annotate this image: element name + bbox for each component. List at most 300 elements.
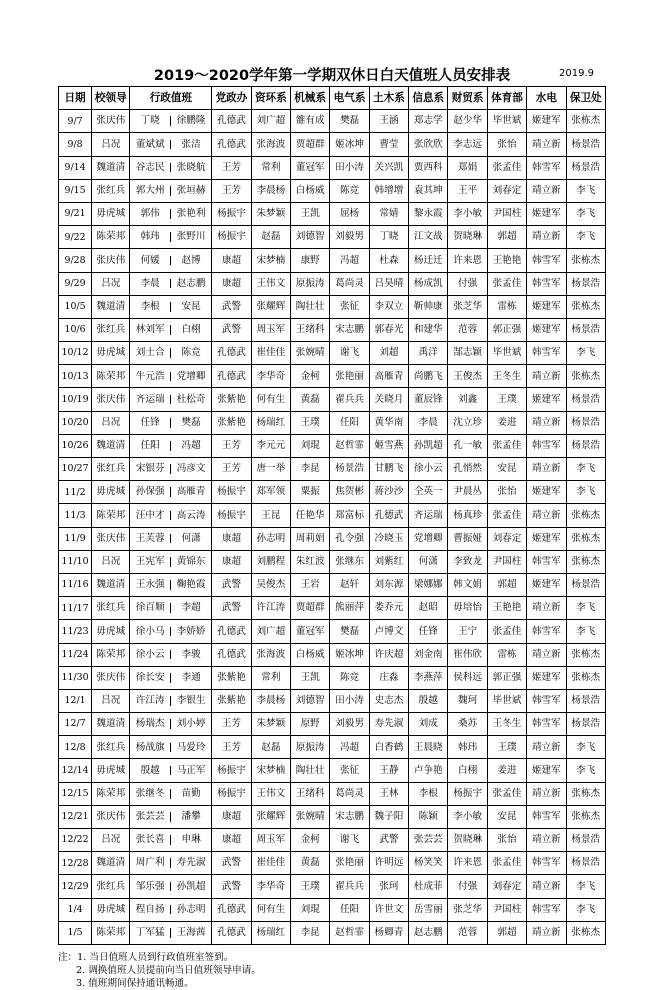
duty-cell: 白香鹤 (369, 736, 408, 759)
column-header: 资环系 (251, 87, 290, 110)
leader-cell: 魏道清 (92, 713, 130, 736)
duty-cell: 毕世斌 (487, 689, 526, 712)
duty-cell: 姬建军 (527, 666, 566, 689)
duty-cell: 雷栋 (487, 643, 526, 666)
duty-cell: 韩文娟 (448, 573, 487, 596)
admin-duty-name: 寿先淑 (176, 857, 206, 869)
duty-cell: 赵哲霏 (330, 434, 369, 457)
admin-duty-cell (130, 921, 212, 944)
table-row (59, 226, 606, 249)
duty-cell: 白栩 (448, 759, 487, 782)
duty-cell: 张紫艳 (212, 388, 251, 411)
admin-duty-name: 孙保强 (130, 487, 170, 497)
duty-cell: 杨景浩 (566, 156, 605, 179)
admin-duty-name: 冯超 (181, 440, 201, 452)
admin-duty-cell (130, 573, 212, 596)
date-cell: 11/16 (59, 573, 92, 596)
duty-cell: 曹莹 (369, 133, 408, 156)
duty-cell: 安昆 (487, 458, 526, 481)
duty-cell: 郭正强 (487, 666, 526, 689)
duty-cell: 孔德武 (212, 133, 251, 156)
duty-cell: 康超 (212, 527, 251, 550)
duty-cell: 杨景浩 (566, 434, 605, 457)
leader-cell: 张红兵 (92, 318, 130, 341)
admin-duty-name: 宋银芬 (130, 464, 170, 474)
duty-cell: 李飞 (566, 342, 605, 365)
duty-cell: 宋志鹏 (330, 805, 369, 828)
column-header: 党政办 (212, 87, 251, 110)
admin-duty-name: 徐小云 (130, 650, 170, 660)
duty-cell: 崔佳佳 (251, 342, 290, 365)
duty-cell: 韩雪军 (527, 272, 566, 295)
date-cell: 10/5 (59, 295, 92, 318)
duty-cell: 张孟佳 (487, 156, 526, 179)
duty-cell: 陈竞 (330, 666, 369, 689)
duty-cell: 郭超 (487, 226, 526, 249)
duty-cell: 金柯 (291, 365, 330, 388)
date-cell: 9/15 (59, 179, 92, 202)
duty-cell: 姬建军 (527, 527, 566, 550)
admin-duty-name: 王芙蓉 (130, 534, 170, 544)
admin-duty-cell (130, 597, 212, 620)
leader-cell: 张红兵 (92, 597, 130, 620)
duty-cell: 党增卿 (409, 527, 448, 550)
duty-cell: 韩雪军 (527, 620, 566, 643)
admin-duty-name: 孙志明 (176, 903, 206, 915)
duty-cell: 张孟佳 (487, 852, 526, 875)
leader-cell: 张红兵 (92, 179, 130, 202)
duty-cell: 韩雪军 (527, 342, 566, 365)
duty-cell: 郭超 (487, 921, 526, 944)
duty-cell: 白杨威 (291, 179, 330, 202)
duty-cell: 靳帅康 (409, 295, 448, 318)
duty-cell: 靖立新 (527, 226, 566, 249)
table-row (59, 179, 606, 202)
admin-duty-cell (130, 504, 212, 527)
duty-cell: 刘东源 (369, 573, 408, 596)
duty-cell: 毕世斌 (487, 342, 526, 365)
duty-cell: 原振涛 (291, 736, 330, 759)
duty-cell: 范蓉 (448, 318, 487, 341)
duty-cell: 宋梦楠 (251, 249, 290, 272)
duty-cell: 靖立新 (527, 411, 566, 434)
duty-cell: 孔悄然 (448, 458, 487, 481)
duty-cell: 武警 (369, 829, 408, 852)
duty-cell: 史志杰 (369, 689, 408, 712)
admin-duty-cell (130, 179, 212, 202)
admin-duty-cell (130, 643, 212, 666)
duty-cell: 赵磊 (251, 226, 290, 249)
table-row (59, 481, 606, 504)
admin-duty-cell (130, 829, 212, 852)
duty-cell: 许来恩 (448, 249, 487, 272)
admin-duty-name: 刘士合 (130, 348, 170, 358)
duty-cell: 靖立新 (527, 179, 566, 202)
table-row (59, 689, 606, 712)
table-row (59, 805, 606, 828)
duty-cell: 屈杨 (330, 202, 369, 225)
duty-cell: 赵哲霏 (330, 921, 369, 944)
duty-cell: 刘琨 (291, 898, 330, 921)
duty-cell: 韩雪军 (527, 689, 566, 712)
duty-cell: 杨景浩 (566, 852, 605, 875)
column-header: 校领导 (92, 87, 130, 110)
admin-duty-name: 杜松奇 (176, 393, 206, 405)
admin-duty-name: 王海茜 (176, 927, 206, 939)
duty-cell: 张芸芸 (409, 829, 448, 852)
duty-cell: 魏珂 (448, 689, 487, 712)
duty-cell: 魏子阳 (369, 805, 408, 828)
duty-cell: 康超 (212, 805, 251, 828)
admin-duty-name: 潘攀 (181, 811, 201, 823)
duty-cell: 姬冰坤 (330, 643, 369, 666)
duty-cell: 姜进 (487, 411, 526, 434)
admin-duty-name: 张垣赫 (176, 185, 206, 197)
duty-cell: 刘广超 (251, 620, 290, 643)
duty-cell: 靖立新 (527, 133, 566, 156)
duty-cell: 杨振宇 (212, 759, 251, 782)
duty-cell: 王俊杰 (448, 365, 487, 388)
duty-cell: 原野 (291, 713, 330, 736)
duty-cell: 张欣欣 (409, 133, 448, 156)
duty-cell: 王璞 (487, 388, 526, 411)
duty-cell: 任阳 (330, 411, 369, 434)
admin-duty-cell (130, 458, 212, 481)
duty-cell: 刘琨 (291, 434, 330, 457)
duty-cell: 贾超群 (291, 133, 330, 156)
duty-cell: 常利 (251, 156, 290, 179)
duty-cell: 刘春定 (487, 875, 526, 898)
duty-cell: 靖立新 (527, 921, 566, 944)
date-cell: 12/8 (59, 736, 92, 759)
duty-cell: 王芳 (212, 179, 251, 202)
duty-cell: 熊丽萍 (330, 597, 369, 620)
leader-cell: 陈荣邦 (92, 643, 130, 666)
admin-duty-cell (130, 133, 212, 156)
admin-duty-name: 谷志民 (130, 163, 170, 173)
table-row (59, 527, 606, 550)
admin-duty-name: 齐运瑞 (130, 395, 170, 405)
duty-cell: 和建华 (409, 318, 448, 341)
duty-cell: 张紫艳 (212, 666, 251, 689)
duty-cell: 仝英一 (409, 481, 448, 504)
duty-cell: 孔德武 (212, 898, 251, 921)
column-header: 财贸系 (448, 87, 487, 110)
date-cell: 1/4 (59, 898, 92, 921)
date-cell: 1/5 (59, 921, 92, 944)
duty-cell: 武警 (212, 597, 251, 620)
admin-duty-cell (130, 434, 212, 457)
column-header: 电气系 (330, 87, 369, 110)
leader-cell: 张红兵 (92, 736, 130, 759)
admin-duty-name: 郭伟 (130, 209, 170, 219)
admin-duty-name: 丁晓 (130, 116, 170, 126)
duty-cell: 沈立珍 (448, 411, 487, 434)
duty-cell: 黄华南 (369, 411, 408, 434)
duty-cell: 郑军领 (251, 481, 290, 504)
duty-cell: 刘鹏程 (251, 550, 290, 573)
duty-cell: 张栋杰 (566, 782, 605, 805)
duty-cell: 张芝华 (448, 898, 487, 921)
duty-cell: 康野 (291, 249, 330, 272)
admin-duty-name: 张晓航 (176, 161, 206, 173)
date-cell: 12/21 (59, 805, 92, 828)
duty-cell: 朱梦颖 (251, 202, 290, 225)
duty-cell: 李昆 (291, 458, 330, 481)
admin-duty-cell (130, 689, 212, 712)
date-cell: 11/17 (59, 597, 92, 620)
duty-cell: 寿先淑 (369, 713, 408, 736)
duty-cell: 王林 (369, 782, 408, 805)
duty-cell: 康超 (212, 249, 251, 272)
duty-cell: 桑苏 (448, 713, 487, 736)
duty-cell: 张紫艳 (212, 411, 251, 434)
leader-cell: 陈荣邦 (92, 365, 130, 388)
date-cell: 11/9 (59, 527, 92, 550)
admin-duty-name: 刘小婷 (176, 718, 206, 730)
duty-cell: 李飞 (566, 759, 605, 782)
duty-cell: 杨振宇 (212, 226, 251, 249)
leader-cell: 吕况 (92, 689, 130, 712)
table-row (59, 666, 606, 689)
admin-duty-name: 邹乐强 (130, 882, 170, 892)
duty-cell: 卢争艳 (409, 759, 448, 782)
admin-duty-name: 马正军 (176, 764, 206, 776)
duty-cell: 刘春定 (487, 527, 526, 550)
duty-cell: 孔德武 (212, 620, 251, 643)
duty-cell: 付强 (448, 272, 487, 295)
duty-cell: 韩雪军 (527, 156, 566, 179)
admin-duty-cell (130, 365, 212, 388)
admin-duty-name: 徐长安 (130, 673, 170, 683)
duty-cell: 孔德武 (369, 504, 408, 527)
admin-duty-cell (130, 249, 212, 272)
duty-cell: 王芳 (212, 156, 251, 179)
duty-cell: 冷晓玉 (369, 527, 408, 550)
duty-cell: 孙凯超 (409, 434, 448, 457)
table-row (59, 202, 606, 225)
duty-cell: 杨景浩 (330, 458, 369, 481)
admin-duty-name: 赵志鹏 (176, 277, 206, 289)
duty-cell: 姬建军 (527, 202, 566, 225)
admin-duty-cell (130, 156, 212, 179)
admin-duty-name: 郭大州 (130, 186, 170, 196)
duty-cell: 杜森 (369, 249, 408, 272)
admin-duty-cell (130, 759, 212, 782)
table-row (59, 295, 606, 318)
admin-duty-name: 高雁青 (176, 486, 206, 498)
admin-duty-name: 程自扬 (130, 905, 170, 915)
column-header: 行政值班 (130, 87, 212, 110)
duty-cell: 王芳 (212, 458, 251, 481)
admin-duty-name: 陈竞 (181, 347, 201, 359)
duty-cell: 金柯 (291, 829, 330, 852)
duty-cell: 韩雪军 (527, 550, 566, 573)
duty-cell: 杨景浩 (566, 713, 605, 736)
duty-cell: 王璞 (291, 411, 330, 434)
duty-cell: 张婉晴 (291, 342, 330, 365)
admin-duty-name: 韩玮 (130, 232, 170, 242)
duty-cell: 姬建军 (527, 481, 566, 504)
column-header: 日期 (59, 87, 92, 110)
duty-cell: 杨迁迁 (409, 249, 448, 272)
duty-cell: 郭超 (487, 573, 526, 596)
duty-cell: 李华奇 (251, 875, 290, 898)
table-row (59, 342, 606, 365)
leader-cell: 陈荣邦 (92, 921, 130, 944)
date-cell: 9/21 (59, 202, 92, 225)
date-tag: 2019.9 (559, 68, 594, 79)
duty-cell: 张怡 (487, 481, 526, 504)
duty-cell: 樊磊 (330, 620, 369, 643)
duty-cell: 董冠军 (291, 156, 330, 179)
duty-cell: 张栋杰 (566, 643, 605, 666)
duty-cell: 张婉晴 (291, 805, 330, 828)
table-row (59, 597, 606, 620)
leader-cell: 吕况 (92, 550, 130, 573)
admin-duty-name: 董斌斌 (130, 140, 170, 150)
duty-cell: 朱梦颖 (251, 713, 290, 736)
admin-duty-name: 林刘军 (130, 325, 170, 335)
duty-cell: 赵少华 (448, 110, 487, 133)
duty-cell: 蒋沙沙 (369, 481, 408, 504)
duty-cell: 靖立新 (527, 643, 566, 666)
duty-cell: 杨振宇 (212, 481, 251, 504)
duty-cell: 李小敏 (448, 202, 487, 225)
duty-cell: 王芳 (212, 736, 251, 759)
leader-cell: 毋虎城 (92, 759, 130, 782)
duty-cell: 张征 (330, 295, 369, 318)
duty-cell: 韩玮 (448, 736, 487, 759)
schedule-page (58, 62, 606, 990)
duty-cell: 孙志明 (251, 527, 290, 550)
admin-duty-cell (130, 527, 212, 550)
leader-cell: 陈荣邦 (92, 226, 130, 249)
duty-cell: 关晓月 (369, 388, 408, 411)
duty-cell: 姬冰坤 (330, 133, 369, 156)
duty-cell: 刘鑫 (448, 388, 487, 411)
duty-cell: 冯超 (330, 249, 369, 272)
admin-duty-name: 徐百顺 (130, 603, 170, 613)
duty-cell: 韩雪军 (527, 434, 566, 457)
duty-cell: 田小涛 (330, 689, 369, 712)
duty-cell: 杨景浩 (566, 573, 605, 596)
leader-cell: 张红兵 (92, 458, 130, 481)
admin-duty-name: 黄锦东 (176, 556, 206, 568)
duty-cell: 王璞 (487, 736, 526, 759)
leader-cell: 张庆伟 (92, 527, 130, 550)
duty-cell: 樊磊 (330, 110, 369, 133)
duty-cell: 杨瑞红 (251, 411, 290, 434)
duty-cell: 陶壮壮 (291, 759, 330, 782)
date-cell: 12/7 (59, 713, 92, 736)
duty-cell: 杨振宇 (212, 782, 251, 805)
duty-cell: 孔德武 (212, 342, 251, 365)
admin-duty-name: 马爱玲 (176, 741, 206, 753)
duty-cell: 张栋杰 (566, 666, 605, 689)
duty-cell: 张栋杰 (566, 805, 605, 828)
duty-cell: 毕世斌 (487, 110, 526, 133)
duty-cell: 郜志颖 (448, 342, 487, 365)
duty-cell: 许世文 (369, 898, 408, 921)
date-cell: 12/1 (59, 689, 92, 712)
admin-duty-cell (130, 666, 212, 689)
duty-cell: 孔令强 (330, 527, 369, 550)
admin-duty-cell (130, 620, 212, 643)
column-header: 机械系 (291, 87, 330, 110)
duty-cell: 董辰锋 (409, 388, 448, 411)
admin-duty-name: 许江涛 (130, 696, 170, 706)
admin-duty-name: 鞠艳霞 (176, 579, 206, 591)
admin-duty-name: 党增卿 (176, 370, 206, 382)
duty-cell: 王昆 (251, 504, 290, 527)
duty-cell: 禹洋 (409, 342, 448, 365)
duty-cell: 刘毅男 (330, 713, 369, 736)
duty-cell: 翟兵兵 (330, 388, 369, 411)
duty-cell: 周玉军 (251, 318, 290, 341)
duty-cell: 齐运瑞 (409, 504, 448, 527)
duty-cell: 李飞 (566, 202, 605, 225)
duty-cell: 吴俊杰 (251, 573, 290, 596)
table-row (59, 875, 606, 898)
duty-cell: 靖立新 (527, 365, 566, 388)
duty-cell: 张海波 (251, 133, 290, 156)
note-3: 3. 值班期间保持通讯畅通。 (76, 977, 194, 989)
leader-cell: 张庆伟 (92, 805, 130, 828)
duty-cell: 王伟文 (251, 782, 290, 805)
duty-cell: 张栋杰 (566, 921, 605, 944)
leader-cell: 毋虎城 (92, 481, 130, 504)
duty-cell: 王艳艳 (487, 597, 526, 620)
duty-cell: 韩雪军 (527, 852, 566, 875)
duty-cell: 姬雪燕 (369, 434, 408, 457)
duty-cell: 尹国柱 (487, 898, 526, 921)
duty-cell: 谢飞 (330, 829, 369, 852)
duty-cell: 许来恩 (448, 852, 487, 875)
duty-cell: 王绪科 (291, 782, 330, 805)
title-row (58, 62, 606, 86)
page-title: 2019～2020学年第一学期双休日白天值班人员安排表 (153, 68, 511, 84)
duty-cell: 靖立新 (527, 458, 566, 481)
duty-cell: 刘成 (409, 713, 448, 736)
table-row (59, 504, 606, 527)
duty-cell: 张孟佳 (487, 272, 526, 295)
duty-cell: 赵昭 (409, 597, 448, 620)
duty-cell: 靖立新 (527, 875, 566, 898)
duty-cell: 雒有成 (291, 110, 330, 133)
duty-cell: 靖立新 (527, 782, 566, 805)
column-header: 水电 (527, 87, 566, 110)
duty-cell: 江文战 (409, 226, 448, 249)
duty-cell: 刘金南 (409, 643, 448, 666)
admin-duty-name: 何潇 (181, 532, 201, 544)
duty-cell: 贺晓琳 (448, 829, 487, 852)
admin-duty-name: 张继冬 (130, 789, 170, 799)
table-row (59, 365, 606, 388)
header-row (59, 87, 606, 110)
duty-cell: 韩雪军 (527, 249, 566, 272)
date-cell: 10/20 (59, 411, 92, 434)
duty-cell: 靖立新 (527, 597, 566, 620)
duty-cell: 李晨 (409, 411, 448, 434)
duty-cell: 杨成凯 (409, 272, 448, 295)
duty-cell: 张栋杰 (566, 527, 605, 550)
admin-duty-name: 李娇娇 (176, 625, 206, 637)
duty-cell: 郑志学 (409, 110, 448, 133)
duty-cell: 韩雪军 (527, 805, 566, 828)
table-row (59, 156, 606, 179)
duty-cell: 王凯 (291, 202, 330, 225)
